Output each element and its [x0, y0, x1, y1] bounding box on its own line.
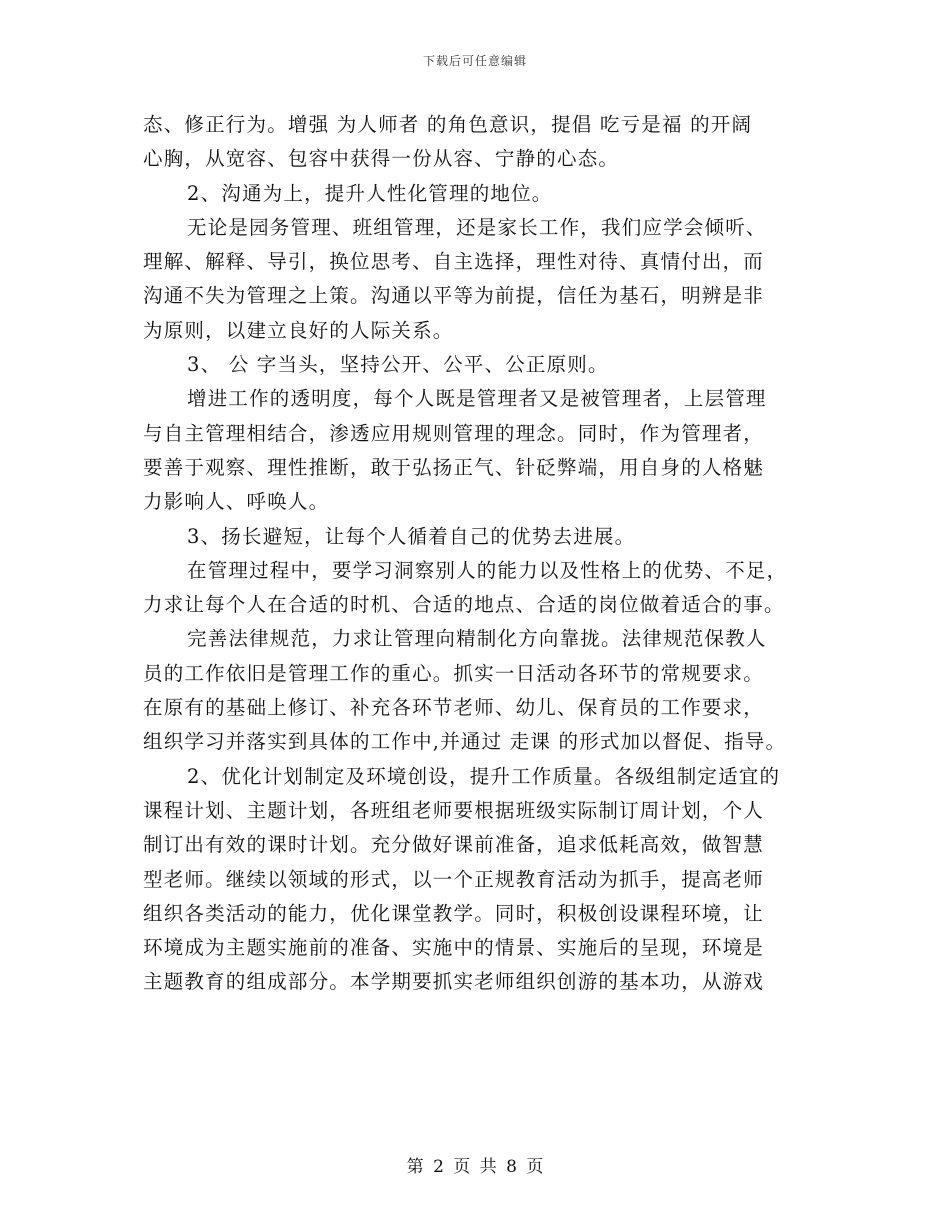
text-line: 员的工作依旧是管理工作的重心。抓实一日活动各环节的常规要求。	[143, 661, 765, 685]
text-line: 完善法律规范，力求让管理向精制化方向靠拢。法律规范保教人	[187, 627, 767, 651]
text-line: 心胸，从宽容、包容中获得一份从容、宁静的心态。	[143, 147, 620, 171]
text-line: 主题教育的组成部分。本学期要抓实老师组织创游的基本功，从游戏	[143, 970, 765, 994]
page-number: 第 2 页 共 8 页	[406, 1157, 544, 1177]
section-heading: 2、沟通为上，提升人性化管理的地位。	[187, 181, 553, 205]
text-line: 在管理过程中，要学习洞察别人的能力以及性格上的优势、不足，	[187, 558, 788, 582]
text-line: 无论是园务管理、班组管理，还是家长工作，我们应学会倾听、	[187, 215, 767, 239]
text-line: 力影响人、呼唤人。	[143, 490, 330, 514]
text-line: 组织学习并落实到具体的工作中,并通过 走课 的形式加以督促、指导。	[143, 730, 787, 754]
section-heading: 3、扬长避短，让每个人循着自己的优势去进展。	[187, 524, 636, 548]
text-line: 力求让每个人在合适的时机、合适的地点、合适的岗位做着适合的事。	[143, 593, 785, 617]
section-heading: 3、 公 字当头，坚持公开、公平、公正原则。	[187, 353, 609, 377]
text-line: 增进工作的透明度，每个人既是管理者又是被管理者，上层管理	[187, 387, 767, 411]
text-line: 要善于观察、理性推断，敢于弘扬正气、针砭弊端，用自身的人格魅	[143, 455, 765, 479]
text-line: 制订出有效的课时计划。充分做好课前准备，追求低耗高效，做智慧	[143, 833, 765, 857]
text-line: 态、修正行为。增强 为人师者 的角色意识，提倡 吃亏是福 的开阔	[143, 113, 753, 136]
text-line: 型老师。继续以领域的形式，以一个正规教育活动为抓手，提高老师	[143, 867, 765, 891]
text-line: 为原则，以建立良好的人际关系。	[143, 318, 454, 342]
page-header: 下载后可任意编辑	[422, 54, 527, 68]
text-line: 组织各类活动的能力，优化课堂教学。同时，积极创设课程环境，让	[143, 901, 765, 925]
text-line: 课程计划、主题计划，各班组老师要根据班级实际制订周计划，个人	[143, 798, 765, 822]
document-body	[143, 108, 843, 1000]
text-line: 在原有的基础上修订、补充各环节老师、幼儿、保育员的工作要求，	[143, 696, 765, 720]
text-line: 沟通不失为管理之上策。沟通以平等为前提，信任为基石，明辨是非	[143, 284, 765, 308]
text-line: 与自主管理相结合，渗透应用规则管理的理念。同时，作为管理者，	[143, 421, 765, 445]
text-line: 环境成为主题实施前的准备、实施中的情景、实施后的呈现，环境是	[143, 936, 765, 960]
text-line: 理解、解释、导引，换位思考、自主选择，理性对待、真情付出，而	[143, 250, 765, 274]
section-heading: 2、优化计划制定及环境创设，提升工作质量。各级组制定适宜的	[187, 764, 781, 788]
